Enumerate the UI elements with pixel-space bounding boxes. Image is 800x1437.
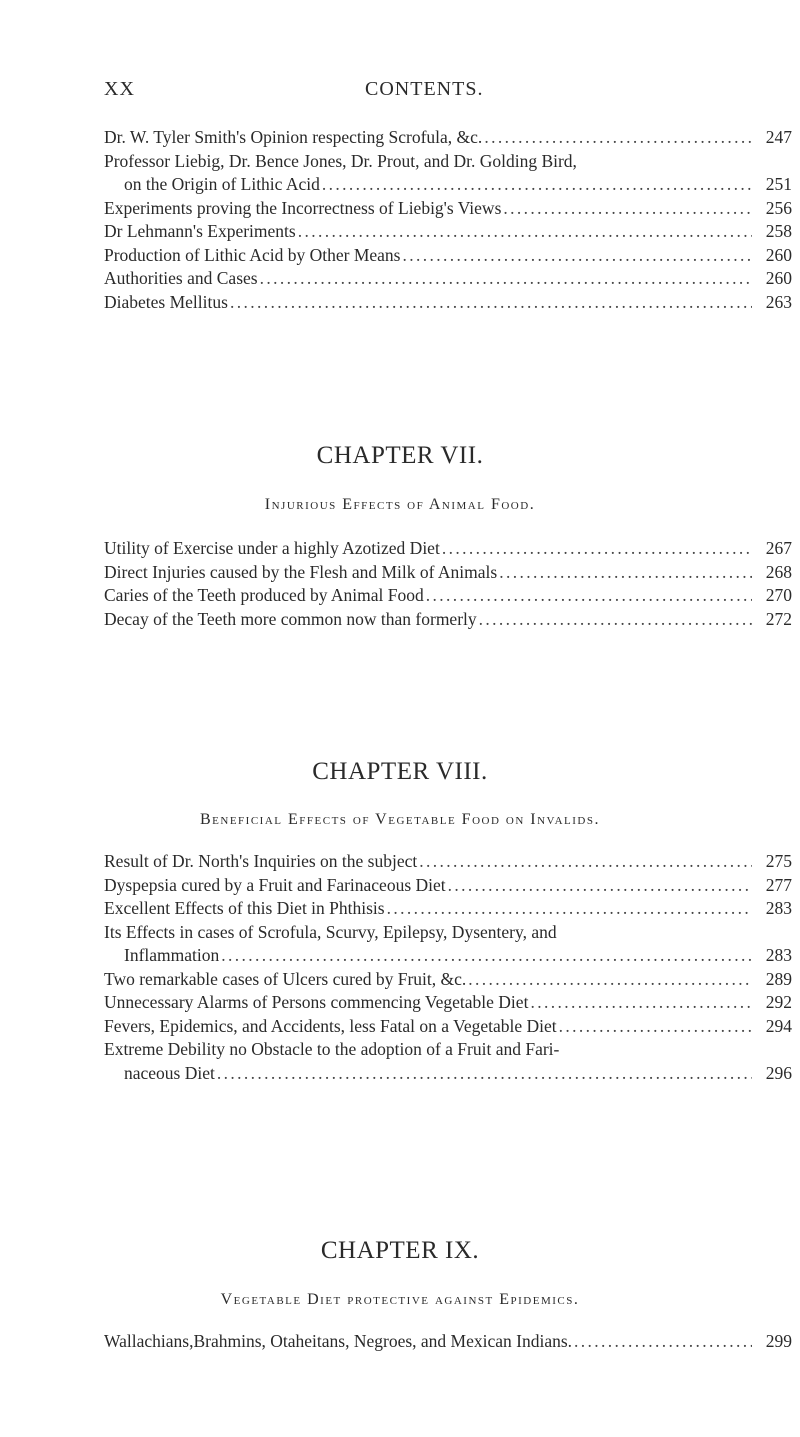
chapter-heading: CHAPTER VIII. bbox=[312, 758, 488, 785]
dot-leader bbox=[402, 244, 752, 268]
dot-leader bbox=[468, 968, 752, 992]
chapter-subtitle: Vegetable Diet protective against Epidemics. bbox=[220, 1291, 580, 1308]
toc-entry-title: Two remarkable cases of Ulcers cured by Fruit, &c. bbox=[104, 968, 467, 989]
toc-entry-title: Result of Dr. North's Inquiries on the subject bbox=[104, 851, 418, 871]
toc-entry-title-continued: Inflammation bbox=[124, 945, 220, 965]
toc-entry-page: 292 bbox=[765, 992, 792, 1012]
toc-entry-page: 258 bbox=[765, 221, 792, 241]
dot-leader bbox=[499, 561, 752, 585]
toc-entry-page: 247 bbox=[765, 127, 792, 147]
dot-leader bbox=[448, 874, 752, 898]
toc-entry-title: Experiments proving the Incorrectness of Liebig's Views bbox=[104, 197, 502, 218]
dot-leader bbox=[419, 850, 752, 874]
chapter-subtitle: Injurious Effects of Animal Food. bbox=[264, 496, 536, 513]
toc-entry-page: 251 bbox=[765, 174, 792, 194]
dot-leader bbox=[530, 991, 752, 1015]
toc-entry-title: Diabetes Mellitus bbox=[104, 291, 228, 312]
toc-entry-page: 275 bbox=[765, 851, 792, 871]
toc-entry bbox=[104, 874, 792, 898]
toc-entry-page: 270 bbox=[765, 585, 792, 605]
toc-entry bbox=[104, 584, 792, 608]
toc-entry bbox=[104, 537, 792, 561]
toc-entry-page: 294 bbox=[765, 1015, 792, 1036]
dot-leader bbox=[574, 1330, 752, 1354]
toc-entry-page: 283 bbox=[765, 945, 792, 965]
toc-entry-page: 296 bbox=[765, 1062, 792, 1083]
dot-leader bbox=[230, 291, 752, 315]
toc-entry-page: 267 bbox=[765, 538, 792, 558]
toc-entry-title: Authorities and Cases bbox=[104, 268, 258, 288]
toc-entry-page: 260 bbox=[765, 268, 792, 288]
toc-entry bbox=[104, 267, 792, 291]
running-title: CONTENTS. bbox=[365, 78, 484, 100]
dot-leader bbox=[298, 220, 752, 244]
toc-entry-title-continued: on the Origin of Lithic Acid bbox=[124, 174, 320, 194]
toc-entry-page: 256 bbox=[765, 197, 792, 218]
dot-leader bbox=[217, 1062, 752, 1086]
dot-leader bbox=[322, 173, 752, 197]
toc-entry bbox=[104, 561, 792, 585]
toc-entry-title: Dr. W. Tyler Smith's Opinion respecting Scrofula, &c. bbox=[104, 127, 483, 147]
toc-entry-title: Utility of Exercise under a highly Azotized Diet bbox=[104, 538, 440, 558]
toc-entry-title: Excellent Effects of this Diet in Phthisis bbox=[104, 898, 385, 918]
toc-entry bbox=[104, 921, 792, 968]
toc-entry-title: Caries of the Teeth produced by Animal Food bbox=[104, 585, 424, 605]
toc-entry bbox=[104, 126, 792, 150]
toc-section-continued bbox=[104, 126, 792, 314]
page-header bbox=[0, 78, 800, 108]
toc-entry-page: 277 bbox=[765, 874, 792, 895]
toc-entry-title-continued: naceous Diet bbox=[124, 1062, 215, 1083]
page-number: XX bbox=[104, 78, 135, 100]
toc-entry bbox=[104, 850, 792, 874]
toc-chapter-9 bbox=[104, 1330, 792, 1354]
chapter-heading: CHAPTER VII. bbox=[316, 442, 484, 469]
chapter-subtitle: Beneficial Effects of Vegetable Food on Invalids. bbox=[200, 811, 600, 828]
toc-entry-title: Its Effects in cases of Scrofula, Scurvy, Epilepsy, Dysentery, and bbox=[104, 921, 557, 942]
toc-entry-title: Dyspepsia cured by a Fruit and Farinaceous Diet bbox=[104, 874, 446, 895]
toc-entry bbox=[104, 244, 792, 268]
toc-chapter-7 bbox=[104, 537, 792, 631]
toc-entry-title: Professor Liebig, Dr. Bence Jones, Dr. Prout, and Dr. Golding Bird, bbox=[104, 150, 577, 171]
toc-entry-page: 263 bbox=[765, 291, 792, 312]
toc-entry bbox=[104, 220, 792, 244]
toc-entry-page: 272 bbox=[765, 608, 792, 629]
dot-leader bbox=[221, 944, 752, 968]
dot-leader bbox=[503, 197, 752, 221]
toc-entry bbox=[104, 1015, 792, 1039]
dot-leader bbox=[559, 1015, 752, 1039]
toc-entry-page: 260 bbox=[765, 244, 792, 265]
toc-entry bbox=[104, 1330, 792, 1354]
toc-entry bbox=[104, 197, 792, 221]
toc-entry-page: 289 bbox=[765, 968, 792, 989]
toc-entry bbox=[104, 291, 792, 315]
toc-entry-page: 299 bbox=[765, 1331, 792, 1351]
toc-entry bbox=[104, 991, 792, 1015]
toc-entry bbox=[104, 608, 792, 632]
toc-entry-title: Unnecessary Alarms of Persons commencing Vegetable Diet bbox=[104, 992, 529, 1012]
toc-entry-page: 283 bbox=[765, 898, 792, 918]
toc-entry-title: Wallachians,Brahmins, Otaheitans, Negroes, and Mexican Indians. bbox=[104, 1331, 573, 1351]
toc-entry-title: Production of Lithic Acid by Other Means bbox=[104, 244, 401, 265]
toc-chapter-8 bbox=[104, 850, 792, 1085]
dot-leader bbox=[426, 584, 752, 608]
dot-leader bbox=[484, 126, 752, 150]
toc-entry-page: 268 bbox=[765, 561, 792, 582]
chapter-heading: CHAPTER IX. bbox=[320, 1237, 480, 1264]
dot-leader bbox=[479, 608, 752, 632]
toc-entry-title: Extreme Debility no Obstacle to the adoption of a Fruit and Fari- bbox=[104, 1039, 560, 1059]
toc-entry-title: Decay of the Teeth more common now than formerly bbox=[104, 608, 477, 629]
dot-leader bbox=[442, 537, 752, 561]
toc-entry bbox=[104, 1038, 792, 1085]
toc-entry bbox=[104, 968, 792, 992]
dot-leader bbox=[387, 897, 752, 921]
toc-entry-title: Fevers, Epidemics, and Accidents, less Fatal on a Vegetable Diet bbox=[104, 1015, 557, 1036]
toc-entry bbox=[104, 897, 792, 921]
toc-entry bbox=[104, 150, 792, 197]
toc-entry-title: Direct Injuries caused by the Flesh and Milk of Animals bbox=[104, 561, 498, 582]
dot-leader bbox=[260, 267, 752, 291]
toc-entry-title: Dr Lehmann's Experiments bbox=[104, 221, 296, 241]
